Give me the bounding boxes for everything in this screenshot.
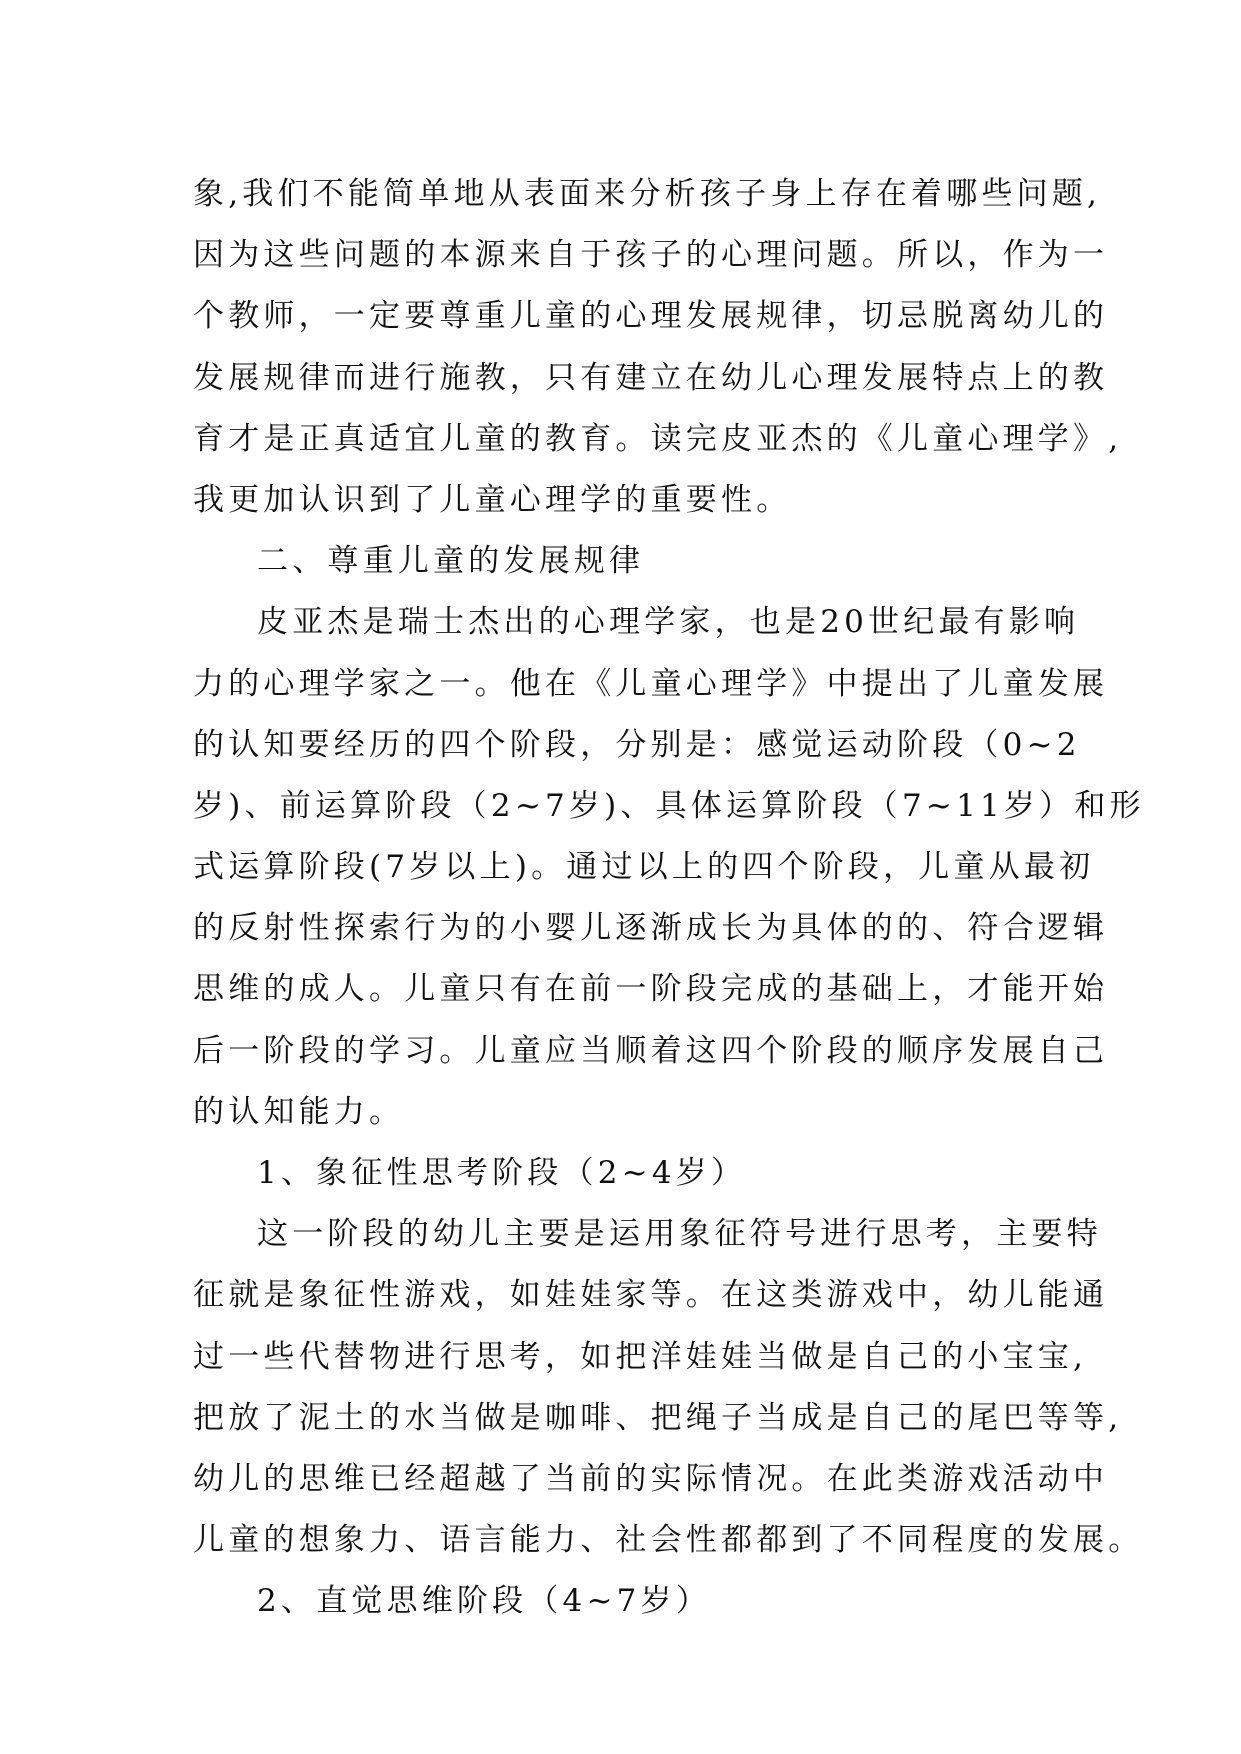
text-line-5: 育才是正真适宜儿童的教育。读完皮亚杰的《儿童心理学》, xyxy=(193,420,1123,457)
text-line-11: 岁)、前运算阶段（2~7岁)、具体运算阶段（7~11岁）和形 xyxy=(193,787,1145,824)
text-line-23: 儿童的想象力、语言能力、社会性都都到了不同程度的发展。 xyxy=(193,1522,1144,1559)
text-line-10: 的认知要经历的四个阶段，分别是：感觉运动阶段（0~2 xyxy=(193,726,1081,763)
text-line-13: 的反射性探索行为的小婴儿逐渐成长为具体的的、符合逻辑 xyxy=(193,910,1109,947)
text-line-22: 幼儿的思维已经超越了当前的实际情况。在此类游戏活动中 xyxy=(193,1460,1109,1497)
text-line-9: 力的心理学家之一。他在《儿童心理学》中提出了儿童发展 xyxy=(193,665,1109,702)
text-line-1: 象,我们不能简单地从表面来分析孩子身上存在着哪些问题, xyxy=(193,176,1102,212)
subsection-heading-1: 1、象征性思考阶段（2~4岁） xyxy=(257,1155,747,1191)
text-line-6: 我更加认识到了儿童心理学的重要性。 xyxy=(193,481,792,518)
document-body xyxy=(193,164,1145,1633)
text-line-15: 后一阶段的学习。儿童应当顺着这四个阶段的顺序发展自己 xyxy=(193,1032,1109,1069)
text-line-18: 这一阶段的幼儿主要是运用象征符号进行思考，主要特 xyxy=(257,1216,1102,1253)
text-line-8: 皮亚杰是瑞士杰出的心理学家，也是20世纪最有影响 xyxy=(257,604,1080,641)
text-line-3: 个教师，一定要尊重儿童的心理发展规律，切忌脱离幼儿的 xyxy=(193,298,1109,335)
section-heading-2: 二、尊重儿童的发展规律 xyxy=(257,543,645,580)
text-line-20: 过一些代替物进行思考，如把洋娃娃当做是自己的小宝宝, xyxy=(193,1338,1088,1375)
text-line-16: 的认知能力。 xyxy=(193,1093,405,1130)
subsection-heading-2: 2、直觉思维阶段（4~7岁） xyxy=(257,1583,711,1620)
text-line-19: 征就是象征性游戏，如娃娃家等。在这类游戏中，幼儿能通 xyxy=(193,1277,1109,1314)
text-line-4: 发展规律而进行施教，只有建立在幼儿心理发展特点上的教 xyxy=(193,359,1109,396)
text-line-14: 思维的成人。儿童只有在前一阶段完成的基础上，才能开始 xyxy=(193,971,1109,1008)
text-line-12: 式运算阶段(7岁以上)。通过以上的四个阶段，儿童从最初 xyxy=(193,849,1095,886)
text-line-2: 因为这些问题的本源来自于孩子的心理问题。所以，作为一 xyxy=(193,237,1109,274)
text-line-21: 把放了泥土的水当做是咖啡、把绳子当成是自己的尾巴等等, xyxy=(193,1399,1123,1436)
